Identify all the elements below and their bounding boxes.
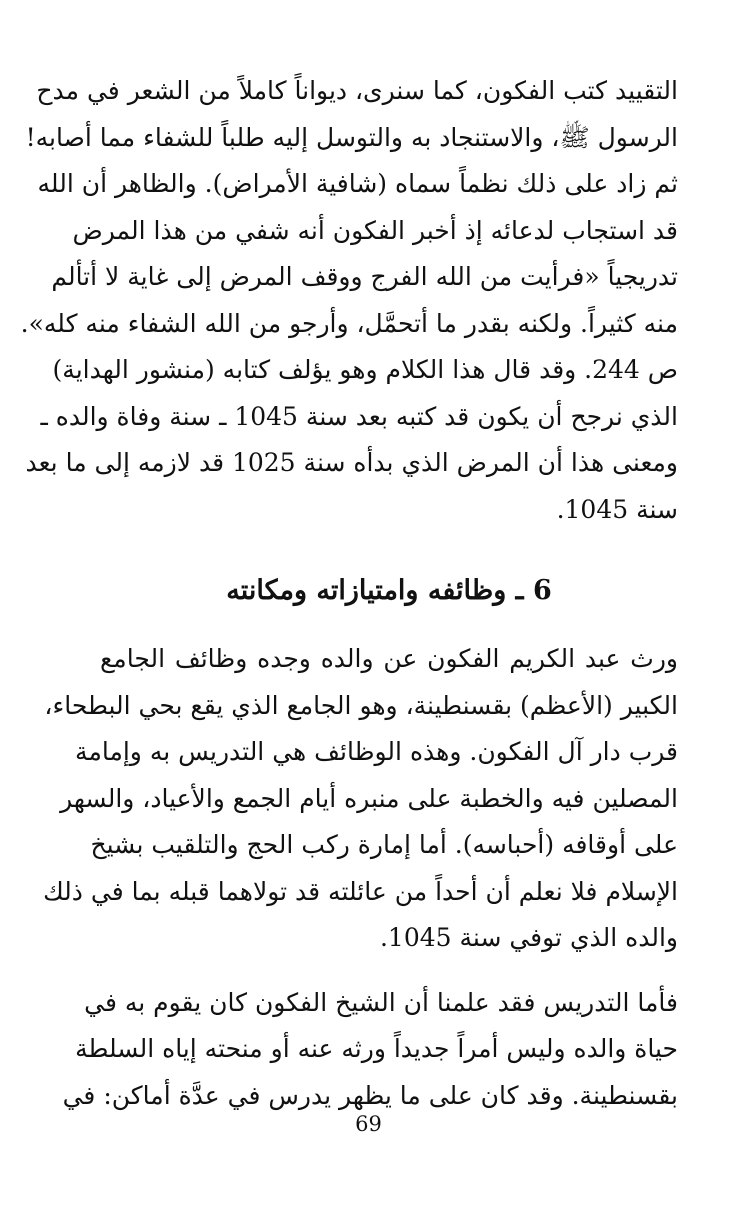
text-line: الذي نرجح أن يكون قد كتبه بعد سنة 1045 ـ سنة وفاة والده ـ [40,401,678,431]
text-line: ثم زاد على ذلك نظماً سماه (شافية الأمراض). والظاهر أن الله [37,169,678,198]
text-line: قرب دار آل الفكون. وهذه الوظائف هي التدريس به وإمامة [75,737,678,766]
page-number: 69 [355,1112,382,1136]
text-line: المصلين فيه والخطبة على منبره أيام الجمع والأعياد، والسهر [60,783,678,813]
text-line: قد استجاب لدعائه إذ أخبر الفكون أنه شفي من هذا المرض [72,215,678,245]
text-line: منه كثيراً. ولكنه بقدر ما أتحمَّل، وأرجو من الله الشفاء منه كله». [20,308,678,338]
text-line: بقسنطينة. وقد كان على ما يظهر يدرس في عدَّة أماكن: في [62,1080,678,1110]
paragraph-2 [43,636,678,962]
text-line: حياة والده وليس أمراً جديداً ورثه عنه أو منحته إياه السلطة [75,1034,678,1063]
text-line: فأما التدريس فقد علمنا أن الشيخ الفكون كان يقوم به في [84,987,678,1017]
text-line: الإسلام فلا نعلم أن أحداً من عائلته قد تولاهما قبله بما في ذلك [43,876,678,906]
text-line: تدريجياً «فرأيت من الله الفرج ووقف المرض إلى غاية لا أتألم [51,262,678,291]
text-line: ومعنى هذا أن المرض الذي بدأه سنة 1025 قد لازمه إلى ما بعد [25,448,678,477]
text-line: ص 244. وقد قال هذا الكلام وهو يؤلف كتابه (منشور الهداية) [52,355,678,384]
page-body [20,68,678,1119]
text-line: والده الذي توفي سنة 1045. [379,923,678,952]
text-line: سنة 1045. [556,494,678,524]
paragraph-3 [62,980,678,1120]
text-line: ورث عبد الكريم الفكون عن والده وجده وظائف الجامع [100,644,678,673]
text-line: على أوقافه (أحباسه). أما إمارة ركب الحج والتلقيب بشيخ [90,830,678,859]
text-line: التقييد كتب الفكون، كما سنرى، ديواناً كاملاً من الشعر في مدح [36,76,678,105]
section-heading: 6 ـ وظائفه وامتيازاته ومكانته [226,575,552,606]
text-line: الرسول ﷺ، والاستنجاد به والتوسل إليه طلباً للشفاء مما أصابه! [25,122,678,152]
text-line: الكبير (الأعظم) بقسنطينة، وهو الجامع الذي يقع بحي البطحاء، [44,690,678,720]
paragraph-1 [20,68,678,533]
